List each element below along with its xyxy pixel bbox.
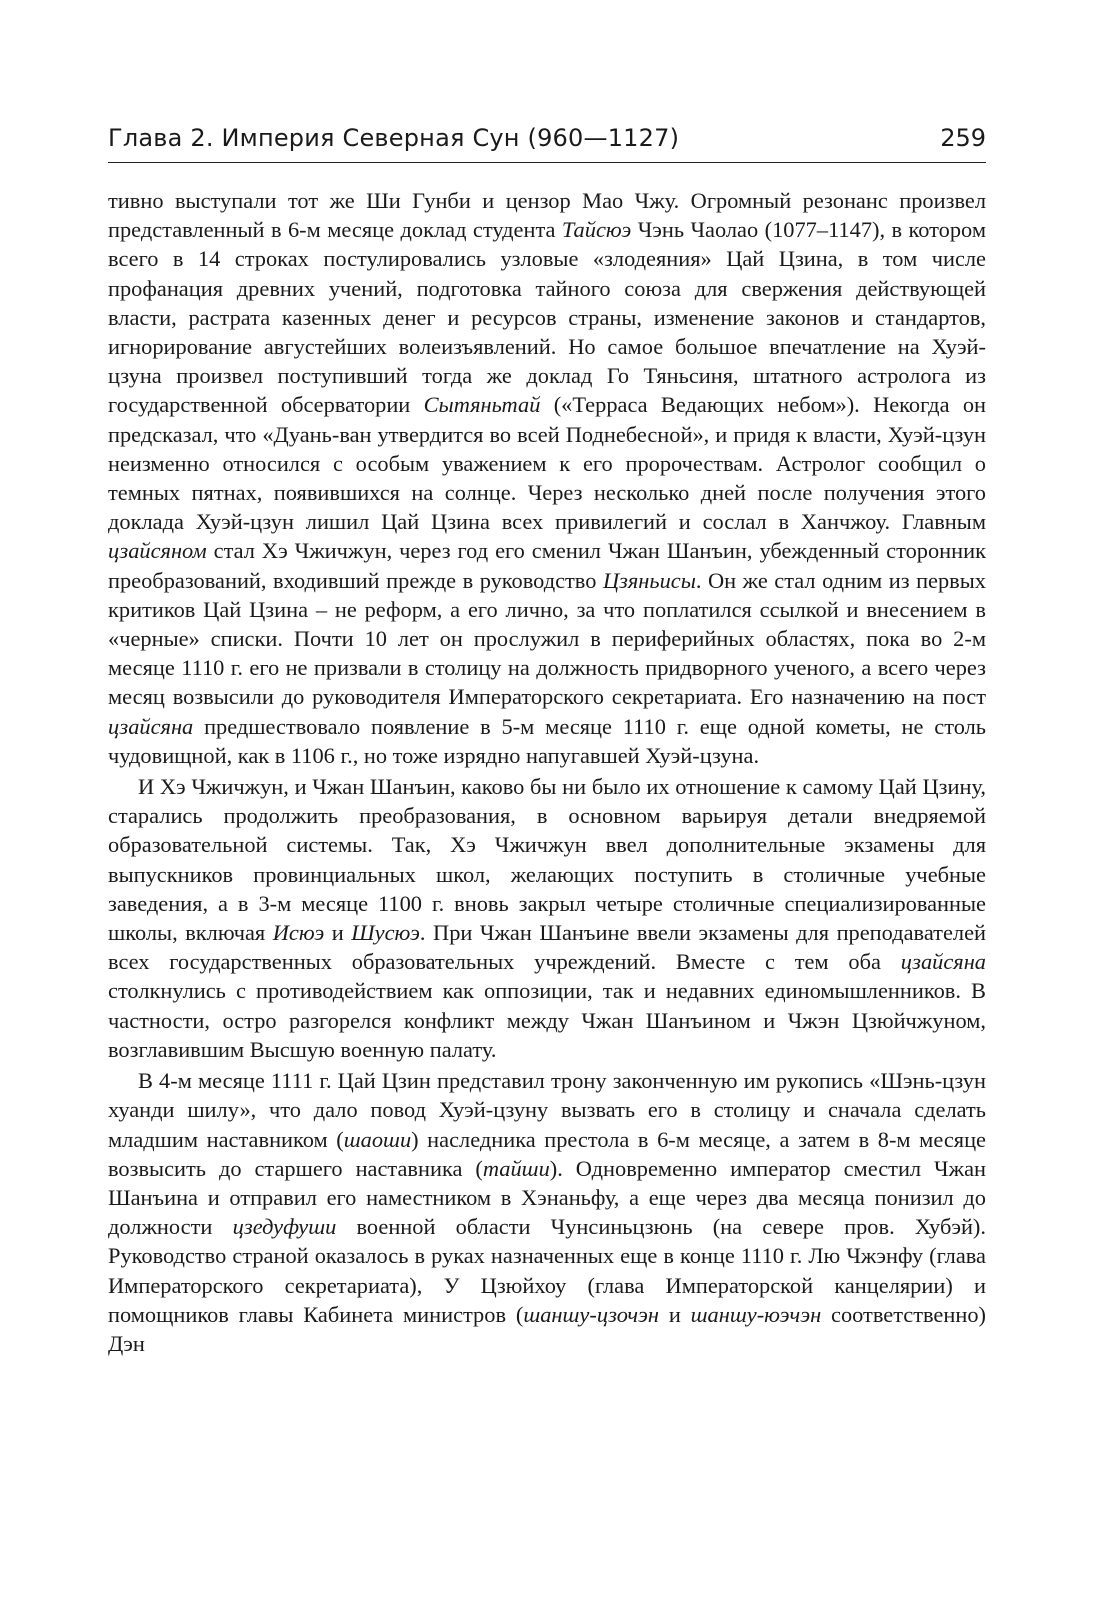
text-run: И Хэ Чжичжун, и Чжан Шанъин, каково бы ни было их отношение к самому Цай Цзину, старались продолжить преобразования, в основном варьируя детали внедряемой образовательной системы. Так, Хэ Чжичжун ввел дополнительные экзамены для выпускников провинциальных школ, желающих поступить в столичные учебные заведения, а в 3-м месяце 1100 г. вновь закрыл четыре столичные специализированные школы, включая: [108, 774, 986, 946]
chapter-title: Глава 2. Империя Северная Сун (960—1127): [108, 124, 680, 152]
text-run: и: [324, 920, 352, 946]
italic-term: Тайсюэ: [561, 217, 632, 243]
text-run: В 4-м месяце 1111 г. Цай Цзин представил трону законченную им рукопись «Шэнь-цзун хуанди шилу», что дало повод Хуэй-цзуну вызвать его в столицу и сначала сделать младшим наставником (: [108, 1068, 986, 1152]
italic-term: шаншу-юэчэн: [690, 1301, 822, 1327]
italic-term: Шусюэ: [351, 920, 420, 946]
text-run: предшествовало появление в 5-м месяце 1110 г. еще одной кометы, не столь чудовищной, как в 1106 г., но тоже изрядно напугавшей Хуэй-цзуна.: [108, 713, 986, 768]
text-run: Чэнь Чаолао (1077–1147), в котором всего в 14 строках постулировались узловые «злодеяния» Цай Цзина, в том числе профанация древних учений, подготовка тайного союза для свержения действующей власти, растрата казенных денег и ресурсов страны, изменение законов и стандартов, игнорирование августейших волеизъявлений. Но самое большое впечатление на Хуэй-цзуна произвел поступивший тогда же доклад Го Тяньсиня, штатного астролога из государственной обсерватории: [108, 217, 986, 418]
italic-term: цзайсяна: [108, 713, 194, 739]
italic-term: шаоши: [343, 1126, 412, 1152]
text-run: и: [659, 1301, 691, 1327]
text-run: стал Хэ Чжичжун, через год его сменил Чжан Шанъин, убежденный сторонник преобразований, входивший прежде в руководство: [108, 538, 986, 593]
text-run: ). Одновременно император сместил Чжан Шанъина и отправил его наместником в Хэнаньфу, а еще через два месяца понизил до должности: [108, 1155, 986, 1240]
text-run: военной области Чунсиньцзюнь (на севере пров. Хубэй). Руководство страной оказалось в руках назначенных еще в конце 1110 г. Лю Чжэнфу (глава Императорского секретариата), У Цзюйхоу (глава Императорской канцелярии) и помощников главы Кабинета министров (: [108, 1214, 986, 1327]
italic-term: Цзяньисы: [602, 567, 696, 593]
text-run: тивно выступали тот же Ши Гунби и цензор Мао Чжу. Огромный резонанс произвел представленный в 6-м месяце доклад студента: [108, 188, 986, 243]
text-run: («Терраса Ведающих небом»). Некогда он предсказал, что «Дуань-ван утвердится во всей Поднебесной», и придя к власти, Хуэй-цзун неизменно относился с особым уважением к его пророчествам. Астролог сообщил о темных пятнах, появившихся на солнце. Через несколько дней после получения этого доклада Хуэй-цзун лишил Цай Цзина всех привилегий и сослал в Ханчжоу. Главным: [108, 392, 986, 535]
text-run: столкнулись с противодействием как оппозиции, так и недавних единомышленников. В частности, остро разгорелся конфликт между Чжан Шанъином и Чжэн Цзюйчжуном, возглавившим Высшую военную палату.: [108, 978, 986, 1062]
text-run: . При Чжан Шанъине ввели экзамены для преподавателей всех государственных образовательных учреждений. Вместе с тем оба: [108, 920, 986, 975]
italic-term: цзайсяном: [108, 538, 207, 564]
italic-term: Исюэ: [272, 920, 325, 946]
italic-term: цзедуфуши: [232, 1214, 337, 1240]
text-run: ) наследника престола в 6-м месяце, а затем в 8-м месяце возвысить до старшего наставника (: [108, 1126, 986, 1181]
italic-term: Сытяньтай: [423, 392, 541, 418]
italic-term: тайши: [482, 1155, 550, 1181]
italic-term: цзайсяна: [900, 949, 986, 975]
text-run: . Он же стал одним из первых критиков Цай Цзина – не реформ, а его лично, за что поплатился ссылкой и внесением в «черные» списки. Почти 10 лет он прослужил в периферийных областях, пока во 2-м месяце 1110 г. его не призвали в столицу на должность придворного ученого, а всего через месяц возвысили до руководителя Императорского секретариата. Его назначению на пост: [108, 567, 986, 710]
body-text: [108, 186, 986, 1358]
paragraph: [108, 772, 986, 1064]
text-run: соответственно) Дэн: [108, 1301, 986, 1356]
italic-term: шаншу-цзочэн: [523, 1301, 660, 1327]
running-header: [108, 122, 986, 163]
paragraph: [108, 186, 986, 770]
paragraph: [108, 1066, 986, 1358]
page-number: 259: [940, 124, 986, 152]
